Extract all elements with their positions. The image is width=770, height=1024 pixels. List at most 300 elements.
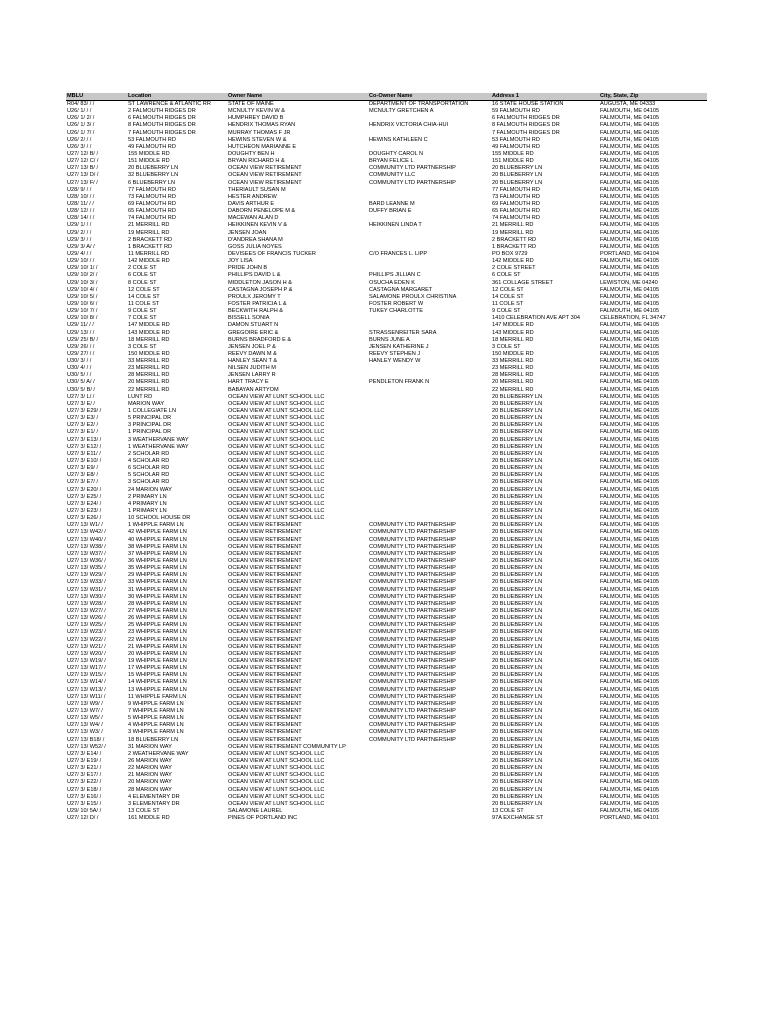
cell-co-owner-name	[368, 787, 491, 794]
cell-owner-name: JOY LISA	[228, 258, 253, 265]
cell-city-state-zip: PORTLAND, ME 04101	[600, 815, 659, 822]
cell-location: 25 WHIPPLE FARM LN	[128, 622, 187, 629]
cell-owner-name: OCEAN VIEW RETIREMENT	[228, 686, 302, 693]
cell-mblu: U29/ 10/ 3/ /	[67, 279, 98, 286]
column-header-co-owner-name: Co-Owner Name	[368, 93, 491, 101]
cell-owner-name: OCEAN VIEW RETIREMENT	[228, 579, 302, 586]
cell-co-owner-name: MCNULTY GRETCHEN A	[369, 108, 434, 115]
cell-location: 3 SCHOLAR RD	[128, 479, 170, 486]
cell-address-1: 20 BLUEBERRY LN	[492, 472, 543, 479]
table-row	[66, 408, 707, 415]
cell-address-1: 20 BLUEBERRY LN	[492, 550, 543, 557]
column-header-mblu: MBLU	[66, 93, 127, 101]
cell-city-state-zip: FALMOUTH, ME 04105	[600, 308, 660, 315]
cell-co-owner-name	[368, 751, 491, 758]
cell-mblu: U27/ 13/ W23/ /	[67, 629, 106, 636]
cell-owner-name: OCEAN VIEW RETIREMENT	[228, 715, 302, 722]
cell-location: 21 MARION WAY	[128, 772, 172, 779]
cell-city-state-zip: FALMOUTH, ME 04105	[600, 622, 660, 629]
cell-co-owner-name: HENDRIX VICTORIA CHIA-HUI	[369, 122, 449, 129]
cell-location: 12 COLE ST	[128, 286, 160, 293]
cell-address-1: 20 BLUEBERRY LN	[492, 757, 543, 764]
cell-location: 42 WHIPPLE FARM LN	[128, 529, 187, 536]
table-row	[66, 508, 707, 515]
cell-owner-name: REEVY DAWN M &	[228, 350, 277, 357]
cell-city-state-zip: FALMOUTH, ME 04105	[600, 222, 660, 229]
cell-address-1: 20 BLUEBERRY LN	[492, 665, 543, 672]
cell-city-state-zip: FALMOUTH, ME 04105	[600, 158, 660, 165]
cell-address-1: 20 BLUEBERRY LN	[492, 465, 543, 472]
cell-owner-name: OCEAN VIEW AT LUNT SCHOOL LLC	[228, 393, 325, 400]
cell-co-owner-name: COMMUNITY LTD PARTNERSHIP	[369, 672, 456, 679]
cell-co-owner-name: HANLEY WENDY W	[369, 358, 421, 365]
cell-city-state-zip: FALMOUTH, ME 04105	[600, 415, 660, 422]
cell-co-owner-name: HEIKKINEN LINDA T	[369, 222, 422, 229]
cell-mblu: U29/ 10/ 8/ /	[67, 315, 98, 322]
cell-mblu: U27/ 3/ E13/ /	[67, 436, 102, 443]
table-row	[66, 394, 707, 401]
cell-address-1: 151 MIDDLE RD	[492, 158, 534, 165]
cell-city-state-zip: FALMOUTH, ME 04105	[600, 572, 660, 579]
cell-address-1: 20 BLUEBERRY LN	[492, 722, 543, 729]
cell-mblu: U27/ 13/ W36/ /	[67, 558, 106, 564]
cell-location: 2 PRIMARY LN	[128, 493, 167, 500]
table-row	[66, 308, 707, 315]
cell-location: 6 FALMOUTH RIDGES DR	[128, 115, 196, 122]
cell-co-owner-name: OSUCHA EDEN K	[369, 279, 416, 286]
cell-city-state-zip: FALMOUTH, ME 04105	[600, 472, 660, 479]
cell-co-owner-name	[368, 801, 491, 808]
cell-co-owner-name	[368, 744, 491, 751]
cell-owner-name: PINES OF PORTLAND INC	[228, 815, 298, 822]
cell-city-state-zip: CELEBRATION, FL 34747	[600, 315, 666, 322]
cell-mblu: U27/ 3/ E20/ /	[67, 486, 102, 493]
cell-city-state-zip: FALMOUTH, ME 04105	[600, 479, 660, 486]
cell-location: 14 WHIPPLE FARM LN	[128, 679, 187, 686]
table-row	[66, 272, 707, 279]
table-row	[66, 315, 707, 322]
cell-location: 6 BLUEBERRY LN	[128, 179, 176, 186]
cell-co-owner-name: COMMUNITY LTD PARTNERSHIP	[369, 586, 456, 593]
table-row	[66, 465, 707, 472]
cell-owner-name: BECKWITH RALPH &	[228, 308, 284, 315]
table-row	[66, 130, 707, 137]
cell-owner-name: OCEAN VIEW AT LUNT SCHOOL LLC	[228, 415, 325, 422]
cell-owner-name: OCEAN VIEW AT LUNT SCHOOL LLC	[228, 786, 325, 793]
cell-location: 10 SCHOOL HOUSE DR	[128, 515, 191, 522]
cell-city-state-zip: FALMOUTH, ME 04105	[600, 636, 660, 643]
table-row	[66, 772, 707, 779]
cell-address-1: 20 BLUEBERRY LN	[492, 500, 543, 507]
cell-address-1: 20 BLUEBERRY LN	[492, 743, 543, 750]
cell-location: 2 COLE ST	[128, 265, 157, 272]
cell-owner-name: OCEAN VIEW RETIREMENT	[228, 729, 302, 736]
table-row	[66, 258, 707, 265]
cell-address-1: 20 BLUEBERRY LN	[492, 793, 543, 800]
cell-owner-name: MURRAY THOMAS F JR	[228, 129, 291, 136]
cell-co-owner-name: COMMUNITY LTD PARTNERSHIP	[369, 550, 456, 557]
cell-city-state-zip: FALMOUTH, ME 04105	[600, 179, 660, 186]
cell-co-owner-name: COMMUNITY LTD PARTNERSHIP	[369, 536, 456, 543]
cell-mblu: U27/ 13/ W26/ /	[67, 615, 106, 622]
cell-location: 5 WHIPPLE FARM LN	[128, 715, 184, 722]
cell-address-1: 22 MERRILL RD	[492, 386, 534, 393]
cell-co-owner-name	[368, 265, 491, 272]
table-row	[66, 479, 707, 486]
cell-co-owner-name: COMMUNITY LTD PARTNERSHIP	[369, 650, 456, 657]
cell-co-owner-name	[368, 758, 491, 765]
table-row	[66, 265, 707, 272]
cell-location: 49 FALMOUTH RD	[128, 143, 176, 150]
cell-city-state-zip: FALMOUTH, ME 04105	[600, 136, 660, 143]
cell-city-state-zip: FALMOUTH, ME 04105	[600, 707, 660, 714]
cell-owner-name: PHILLIPS DAVID L &	[228, 272, 281, 279]
cell-city-state-zip: FALMOUTH, ME 04105	[600, 265, 660, 272]
cell-location: 5 SCHOLAR RD	[128, 472, 170, 479]
table-row	[66, 601, 707, 608]
cell-owner-name: OCEAN VIEW AT LUNT SCHOOL LLC	[228, 800, 325, 807]
cell-mblu: U27/ 13/ W42/ /	[67, 529, 106, 536]
cell-co-owner-name	[368, 772, 491, 779]
cell-address-1: 65 FALMOUTH RD	[492, 208, 540, 215]
table-row	[66, 351, 707, 358]
cell-owner-name: DEVISEES OF FRANCIS TUCKER	[228, 250, 316, 257]
cell-city-state-zip: FALMOUTH, ME 04105	[600, 615, 660, 622]
cell-address-1: 20 BLUEBERRY LN	[492, 629, 543, 636]
cell-owner-name: HART TRACY E	[228, 379, 269, 386]
cell-owner-name: OCEAN VIEW AT LUNT SCHOOL LLC	[228, 500, 325, 507]
cell-owner-name: DABORN PENELOPE M &	[228, 208, 296, 215]
cell-location: 27 WHIPPLE FARM LN	[128, 607, 187, 614]
cell-city-state-zip: FALMOUTH, ME 04105	[600, 229, 660, 236]
cell-owner-name: OCEAN VIEW AT LUNT SCHOOL LLC	[228, 408, 325, 415]
cell-owner-name: OCEAN VIEW AT LUNT SCHOOL LLC	[228, 486, 325, 493]
cell-owner-name: SALAMONE LAUREL	[228, 807, 283, 814]
cell-co-owner-name	[368, 372, 491, 379]
cell-owner-name: CASTAGNA JOSEPH P &	[228, 286, 293, 293]
table-row	[66, 372, 707, 379]
cell-mblu: U27/ 13/ W1/ /	[67, 522, 103, 529]
cell-address-1: 20 BLUEBERRY LN	[492, 508, 543, 515]
table-row	[66, 694, 707, 701]
cell-owner-name: OCEAN VIEW RETIREMENT	[228, 636, 302, 643]
cell-city-state-zip: FALMOUTH, ME 04105	[600, 322, 660, 329]
cell-mblu: U29/ 3/ A/ /	[67, 243, 95, 250]
cell-owner-name: OCEAN VIEW RETIREMENT	[228, 615, 302, 622]
cell-co-owner-name	[368, 230, 491, 237]
cell-address-1: 53 FALMOUTH RD	[492, 136, 540, 143]
cell-location: 38 WHIPPLE FARM LN	[128, 543, 187, 550]
cell-owner-name: OCEAN VIEW AT LUNT SCHOOL LLC	[228, 472, 325, 479]
cell-city-state-zip: FALMOUTH, ME 04105	[600, 372, 660, 379]
table-row	[66, 330, 707, 337]
cell-city-state-zip: FALMOUTH, ME 04105	[600, 558, 660, 564]
cell-co-owner-name: TUKEY CHARLOTTE	[369, 308, 423, 315]
cell-location: 33 WHIPPLE FARM LN	[128, 579, 187, 586]
cell-city-state-zip: FALMOUTH, ME 04105	[600, 408, 660, 415]
cell-address-1: 20 BLUEBERRY LN	[492, 558, 543, 564]
cell-city-state-zip: FALMOUTH, ME 04105	[600, 386, 660, 393]
cell-mblu: U27/ 13/ D/ /	[67, 172, 99, 179]
cell-location: 35 WHIPPLE FARM LN	[128, 565, 187, 572]
cell-owner-name: OCEAN VIEW AT LUNT SCHOOL LLC	[228, 429, 325, 436]
table-row	[66, 415, 707, 422]
cell-address-1: 20 BLUEBERRY LN	[492, 636, 543, 643]
cell-city-state-zip: FALMOUTH, ME 04105	[600, 543, 660, 550]
cell-mblu: U27/ 3/ E9/ /	[67, 465, 99, 472]
cell-co-owner-name: COMMUNITY LTD PARTNERSHIP	[369, 643, 456, 650]
cell-mblu: U27/ 3/ E25/ /	[67, 493, 102, 500]
table-row	[66, 565, 707, 572]
cell-address-1: 73 FALMOUTH RD	[492, 193, 540, 200]
cell-owner-name: OCEAN VIEW RETIREMENT	[228, 593, 302, 600]
cell-location: 22 MARION WAY	[128, 765, 172, 772]
table-row	[66, 787, 707, 794]
table-row	[66, 422, 707, 429]
cell-mblu: U27/ 13/ W13/ /	[67, 686, 106, 693]
table-row	[66, 537, 707, 544]
cell-city-state-zip: FALMOUTH, ME 04105	[600, 807, 660, 814]
cell-mblu: U27/ 3/ E11/ /	[67, 450, 101, 457]
cell-location: 18 BLUEBERRY LN	[128, 736, 179, 743]
cell-co-owner-name: BARD LEANNE M	[369, 200, 415, 207]
table-row	[66, 322, 707, 329]
cell-owner-name: OCEAN VIEW AT LUNT SCHOOL LLC	[228, 443, 325, 450]
cell-address-1: 21 MERRILL RD	[492, 222, 534, 229]
table-row	[66, 151, 707, 158]
cell-city-state-zip: FALMOUTH, ME 04105	[600, 657, 660, 664]
cell-co-owner-name	[368, 779, 491, 786]
table-row	[66, 101, 707, 109]
table-body	[66, 101, 707, 823]
cell-mblu: U27/ 3/ E29/ /	[67, 408, 102, 415]
cell-address-1: 20 BLUEBERRY LN	[492, 443, 543, 450]
cell-mblu: U27/ 3/ E/ /	[67, 400, 95, 407]
table-row	[66, 515, 707, 522]
cell-location: 9 COLE ST	[128, 308, 157, 315]
cell-address-1: 20 BLUEBERRY LN	[492, 765, 543, 772]
cell-co-owner-name	[368, 429, 491, 436]
cell-owner-name: MIDDLETON JASON H &	[228, 279, 292, 286]
cell-address-1: 20 BLUEBERRY LN	[492, 586, 543, 593]
cell-co-owner-name: COMMUNITY LTD PARTNERSHIP	[369, 622, 456, 629]
cell-address-1: 20 BLUEBERRY LN	[492, 622, 543, 629]
table-row	[66, 779, 707, 786]
cell-address-1: 8 FALMOUTH RIDGES DR	[492, 122, 560, 129]
cell-mblu: U27/ 3/ E26/ /	[67, 515, 102, 522]
cell-city-state-zip: FALMOUTH, ME 04105	[600, 458, 660, 465]
cell-city-state-zip: FALMOUTH, ME 04105	[600, 665, 660, 672]
cell-mblu: U26/ 1/ 3/ /	[67, 122, 95, 129]
cell-mblu: U27/ 13/ W38/ /	[67, 543, 106, 550]
cell-owner-name: OCEAN VIEW AT LUNT SCHOOL LLC	[228, 479, 325, 486]
cell-co-owner-name: DUFFY BRIAN E	[369, 208, 412, 215]
cell-co-owner-name	[368, 794, 491, 801]
cell-co-owner-name	[368, 322, 491, 329]
cell-co-owner-name	[368, 130, 491, 137]
cell-address-1: 361 COLLAGE STREET	[492, 279, 553, 286]
cell-location: 6 SCHOLAR RD	[128, 465, 170, 472]
cell-co-owner-name: COMMUNITY LTD PARTNERSHIP	[369, 615, 456, 622]
cell-mblu: U27/ 3/ E19/ /	[67, 757, 102, 764]
table-row	[66, 144, 707, 151]
cell-owner-name: OCEAN VIEW RETIREMENT	[228, 600, 302, 607]
cell-co-owner-name: COMMUNITY LTD PARTNERSHIP	[369, 529, 456, 536]
cell-mblu: U30/ 4/ / /	[67, 365, 92, 372]
cell-co-owner-name: COMMUNITY LTD PARTNERSHIP	[369, 729, 456, 736]
cell-location: 6 COLE ST	[128, 272, 157, 279]
cell-address-1: 59 FALMOUTH RD	[492, 108, 540, 115]
cell-location: 4 PRIMARY LN	[128, 500, 167, 507]
cell-address-1: 20 BLUEBERRY LN	[492, 165, 543, 172]
cell-owner-name: OCEAN VIEW RETIREMENT	[228, 179, 302, 186]
cell-location: 20 MERRILL RD	[128, 379, 170, 386]
cell-address-1: 18 MERRILL RD	[492, 336, 534, 343]
cell-address-1: 20 BLUEBERRY LN	[492, 750, 543, 757]
cell-address-1: 49 FALMOUTH RD	[492, 143, 540, 150]
cell-owner-name: OCEAN VIEW AT LUNT SCHOOL LLC	[228, 450, 325, 457]
table-row	[66, 815, 707, 822]
table-row	[66, 365, 707, 372]
cell-owner-name: BABAYAN ARTYOM	[228, 386, 279, 393]
cell-mblu: U29/ 10/ 2/ /	[67, 272, 98, 279]
cell-city-state-zip: FALMOUTH, ME 04105	[600, 515, 660, 522]
cell-mblu: U27/ 13/ W30/ /	[67, 593, 106, 600]
cell-mblu: U27/ 13/ W14/ /	[67, 679, 106, 686]
table-row	[66, 401, 707, 408]
cell-location: 53 FALMOUTH RD	[128, 136, 176, 143]
cell-owner-name: OCEAN VIEW AT LUNT SCHOOL LLC	[228, 772, 325, 779]
cell-city-state-zip: FALMOUTH, ME 04105	[600, 779, 660, 786]
cell-mblu: U27/ 13/ W15/ /	[67, 672, 106, 679]
cell-mblu: U27/ 13/ W19/ /	[67, 657, 106, 664]
cell-co-owner-name: COMMUNITY LTD PARTNERSHIP	[369, 572, 456, 579]
cell-city-state-zip: FALMOUTH, ME 04105	[600, 143, 660, 150]
cell-mblu: U27/ 13/ W37/ /	[67, 550, 106, 557]
table-row	[66, 672, 707, 679]
cell-mblu: U30/ 5/ B/ /	[67, 386, 95, 393]
cell-owner-name: OCEAN VIEW RETIREMENT	[228, 700, 302, 707]
cell-location: 1 COLLEGIATE LN	[128, 408, 177, 415]
cell-location: MARION WAY	[128, 400, 165, 407]
cell-co-owner-name: BRYAN FELICE L	[369, 158, 414, 165]
cell-address-1: 69 FALMOUTH RD	[492, 200, 540, 207]
cell-mblu: U27/ 3/ E12/ /	[67, 443, 102, 450]
cell-co-owner-name	[368, 422, 491, 429]
cell-co-owner-name: COMMUNITY LTD PARTNERSHIP	[369, 165, 456, 172]
cell-city-state-zip: FALMOUTH, ME 04105	[600, 500, 660, 507]
cell-owner-name: THERIAULT SUSAN M	[228, 186, 286, 193]
table-row	[66, 122, 707, 129]
table-row	[66, 165, 707, 172]
cell-mblu: U27/ 13/ W52/ /	[67, 743, 106, 750]
cell-location: LUNT RD	[128, 393, 153, 400]
cell-address-1: 20 BLUEBERRY LN	[492, 715, 543, 722]
table-row	[66, 794, 707, 801]
cell-mblu: U28/ 14/ / /	[67, 215, 95, 222]
cell-mblu: U27/ 12/ B/ /	[67, 150, 99, 157]
cell-address-1: 20 BLUEBERRY LN	[492, 393, 543, 400]
cell-location: 22 MERRILL RD	[128, 386, 170, 393]
cell-location: 11 WHIPPLE FARM LN	[128, 693, 187, 700]
cell-co-owner-name	[368, 508, 491, 515]
cell-address-1: 16 STATE HOUSE STATION	[492, 101, 564, 107]
table-row	[66, 172, 707, 179]
cell-mblu: U27/ 13/ W29/ /	[67, 572, 106, 579]
cell-mblu: U27/ 13/ W35/ /	[67, 565, 106, 572]
cell-location: 28 WHIPPLE FARM LN	[128, 600, 187, 607]
table-row	[66, 458, 707, 465]
cell-mblu: U27/ 3/ E24/ /	[67, 500, 102, 507]
cell-location: 2 BRACKETT RD	[128, 236, 173, 243]
table-row	[66, 687, 707, 694]
table-row	[66, 358, 707, 365]
cell-location: 23 WHIPPLE FARM LN	[128, 629, 187, 636]
table-row	[66, 222, 707, 229]
table-row	[66, 765, 707, 772]
cell-mblu: U29/ 4/ / /	[67, 250, 92, 257]
cell-city-state-zip: FALMOUTH, ME 04105	[600, 729, 660, 736]
cell-city-state-zip: FALMOUTH, ME 04105	[600, 757, 660, 764]
cell-owner-name: OCEAN VIEW AT LUNT SCHOOL LLC	[228, 493, 325, 500]
cell-city-state-zip: FALMOUTH, ME 04105	[600, 743, 660, 750]
table-row	[66, 579, 707, 586]
table-row	[66, 472, 707, 479]
cell-city-state-zip: FALMOUTH, ME 04105	[600, 300, 660, 307]
table-row	[66, 615, 707, 622]
cell-owner-name: HESTER ANDREW	[228, 193, 277, 200]
cell-address-1: 2 COLE STREET	[492, 265, 536, 272]
cell-mblu: U29/ 2/ / /	[67, 229, 92, 236]
cell-location: 11 MERRILL RD	[128, 250, 170, 257]
cell-owner-name: OCEAN VIEW RETIREMENT	[228, 629, 302, 636]
table-row	[66, 708, 707, 715]
cell-address-1: 12 COLE ST	[492, 286, 524, 293]
cell-city-state-zip: FALMOUTH, ME 04105	[600, 750, 660, 757]
cell-co-owner-name: COMMUNITY LTD PARTNERSHIP	[369, 722, 456, 729]
cell-owner-name: OCEAN VIEW AT LUNT SCHOOL LLC	[228, 458, 325, 465]
cell-address-1: 20 BLUEBERRY LN	[492, 736, 543, 743]
cell-city-state-zip: FALMOUTH, ME 04105	[600, 436, 660, 443]
cell-mblu: U27/ 13/ W7/ /	[67, 707, 103, 714]
cell-city-state-zip: FALMOUTH, ME 04105	[600, 493, 660, 500]
cell-address-1: 20 BLUEBERRY LN	[492, 600, 543, 607]
cell-city-state-zip: FALMOUTH, ME 04105	[600, 486, 660, 493]
cell-location: 26 WHIPPLE FARM LN	[128, 615, 187, 622]
cell-owner-name: HANLEY SEAN T &	[228, 358, 278, 365]
table-row	[66, 594, 707, 601]
cell-location: 4 SCHOLAR RD	[128, 458, 170, 465]
cell-mblu: U27/ 3/ E18/ /	[67, 786, 102, 793]
property-owner-table	[66, 93, 707, 822]
cell-address-1: 20 BLUEBERRY LN	[492, 522, 543, 529]
cell-owner-name: BRYAN RICHARD H &	[228, 158, 285, 165]
cell-location: 14 COLE ST	[128, 293, 160, 300]
cell-location: 161 MIDDLE RD	[128, 815, 170, 822]
cell-mblu: U27/ 13/ W9/ /	[67, 700, 103, 707]
cell-mblu: U29/ 10/ 5/ /	[67, 293, 98, 300]
table-row	[66, 644, 707, 651]
cell-address-1: 11 COLE ST	[492, 300, 524, 307]
cell-owner-name: OCEAN VIEW RETIREMENT	[228, 657, 302, 664]
table-row	[66, 280, 707, 287]
table-row	[66, 758, 707, 765]
cell-address-1: PO BOX 9729	[492, 250, 528, 257]
cell-owner-name: OCEAN VIEW AT LUNT SCHOOL LLC	[228, 465, 325, 472]
table-row	[66, 544, 707, 551]
cell-co-owner-name	[368, 815, 491, 822]
table-row	[66, 722, 707, 729]
